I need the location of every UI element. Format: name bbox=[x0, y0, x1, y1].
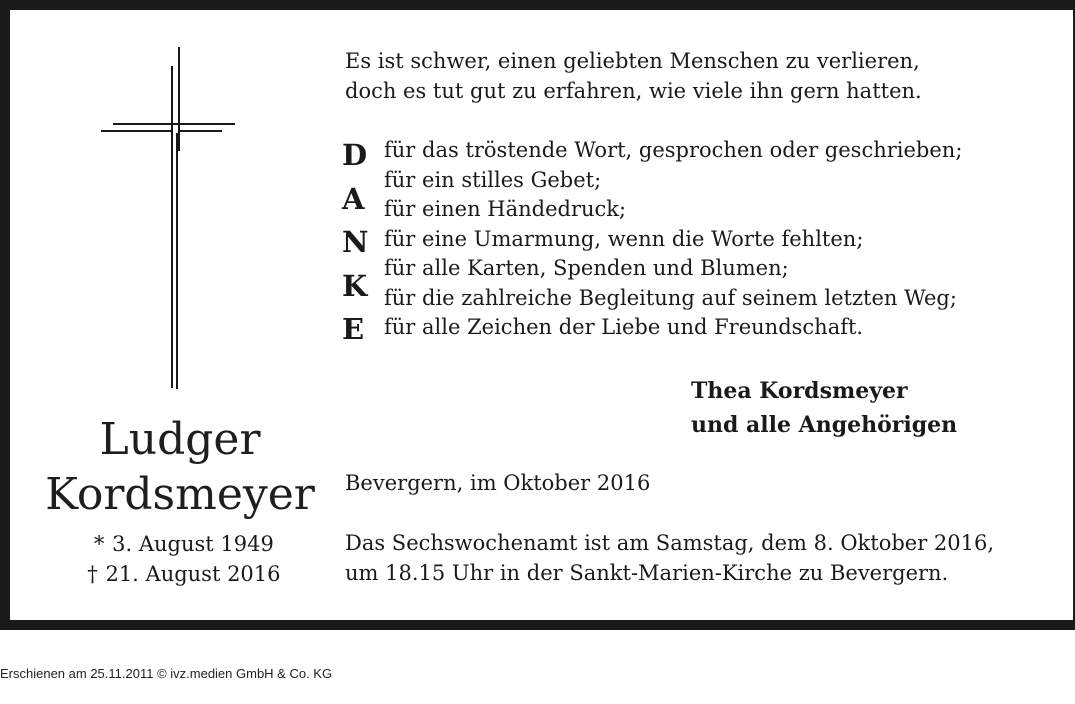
signers bbox=[691, 374, 957, 442]
thanks-line: für alle Zeichen der Liebe und Freundschaft. bbox=[384, 315, 864, 339]
danke-acrostic bbox=[342, 134, 372, 352]
signer-family: und alle Angehörigen bbox=[691, 412, 958, 438]
thanks-line: für die zahlreiche Begleitung auf seinem letzten Weg; bbox=[384, 285, 957, 310]
death-date: 21. August 2016 bbox=[105, 562, 281, 586]
thanks-list bbox=[384, 136, 962, 343]
danke-letter: K bbox=[342, 268, 368, 303]
birth-date-row bbox=[60, 529, 300, 559]
deceased-first-name: Ludger bbox=[99, 414, 261, 465]
danke-letter: A bbox=[342, 181, 365, 216]
place-date: Bevergern, im Oktober 2016 bbox=[345, 471, 651, 495]
intro-line-2: doch es tut gut zu erfahren, wie viele ihn gern hatten. bbox=[345, 79, 922, 103]
thanks-line: für eine Umarmung, wenn die Worte fehlten; bbox=[384, 226, 864, 251]
thanks-line: für das tröstende Wort, gesprochen oder geschrieben; bbox=[384, 138, 963, 162]
signer-name: Thea Kordsmeyer bbox=[691, 378, 908, 404]
closing-line-2: um 18.15 Uhr in der Sankt-Marien-Kirche zu Bevergern. bbox=[345, 561, 949, 585]
thanks-line: für alle Karten, Spenden und Blumen; bbox=[384, 256, 789, 280]
thanks-line: für einen Händedruck; bbox=[384, 197, 627, 221]
cross-icon bbox=[10, 10, 310, 430]
birth-date: 3. August 1949 bbox=[112, 532, 274, 556]
publication-footer: Erschienen am 25.11.2011 © ivz.medien GmbH & Co. KG bbox=[0, 666, 333, 681]
intro-line-1: Es ist schwer, einen geliebten Menschen zu verlieren, bbox=[345, 49, 920, 73]
deceased-last-name: Kordsmeyer bbox=[45, 469, 315, 520]
danke-letter: N bbox=[342, 225, 369, 259]
danke-letter: E bbox=[342, 312, 365, 346]
danke-letter: D bbox=[342, 138, 368, 172]
death-symbol: † bbox=[87, 562, 98, 586]
closing-line-1: Das Sechswochenamt ist am Samstag, dem 8. Oktober 2016, bbox=[345, 531, 995, 555]
death-date-row bbox=[60, 559, 300, 589]
birth-symbol: * bbox=[93, 532, 105, 556]
thanks-line: für ein stilles Gebet; bbox=[384, 167, 602, 192]
